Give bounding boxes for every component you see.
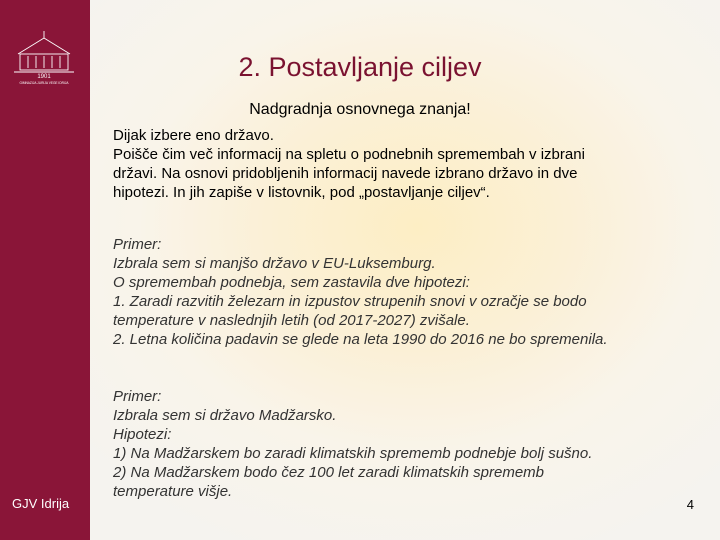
- example-1: [113, 235, 673, 349]
- intro-line: hipotezi. In jih zapiše v listovnik, pod „postavljanje ciljev“.: [113, 184, 490, 201]
- sidebar: [0, 0, 90, 540]
- example-1-line: 2. Letna količina padavin se glede na leta 1990 do 2016 ne bo spremenila.: [113, 331, 608, 348]
- example-1-line: O spremembah podnebja, sem zastavila dve hipotezi:: [113, 274, 470, 291]
- svg-text:1901: 1901: [37, 74, 51, 80]
- svg-text:GIMNAZIJA JURIJA VEGE IDRIJA: GIMNAZIJA JURIJA VEGE IDRIJA: [19, 81, 69, 85]
- example-2-line: Primer:: [113, 388, 162, 405]
- page-number: 4: [686, 497, 694, 512]
- example-2: [113, 387, 673, 501]
- example-1-line: temperature v naslednjih letih (od 2017-2027) zvišale.: [113, 312, 470, 329]
- example-2-line: 1) Na Madžarskem bo zaradi klimatskih sprememb podnebje bolj sušno.: [113, 445, 593, 462]
- example-1-line: Primer:: [113, 236, 162, 253]
- footer-school-name: GJV Idrija: [12, 496, 70, 511]
- example-2-line: Hipotezi:: [113, 426, 172, 443]
- intro-line: Poišče čim več informacij na spletu o podnebnih spremembah v izbrani: [113, 146, 585, 163]
- intro-line: državi. Na osnovi pridobljenih informacij navede izbrano državo in dve: [113, 165, 578, 182]
- example-2-line: Izbrala sem si državo Madžarsko.: [113, 407, 337, 424]
- slide-title: 2. Postavljanje ciljev: [238, 52, 482, 82]
- school-logo: [10, 28, 78, 86]
- intro-paragraph: [113, 126, 673, 202]
- example-1-line: 1. Zaradi razvitih železarn in izpustov strupenih snovi v ozračje se bodo: [113, 293, 587, 310]
- example-1-line: Izbrala sem si manjšo državo v EU-Luksemburg.: [113, 255, 436, 272]
- slide-subtitle: Nadgradnja osnovnega znanja!: [249, 101, 471, 118]
- example-2-line: temperature višje.: [113, 483, 233, 500]
- intro-line: Dijak izbere eno državo.: [113, 127, 274, 144]
- example-2-line: 2) Na Madžarskem bodo čez 100 let zaradi klimatskih sprememb: [113, 464, 545, 481]
